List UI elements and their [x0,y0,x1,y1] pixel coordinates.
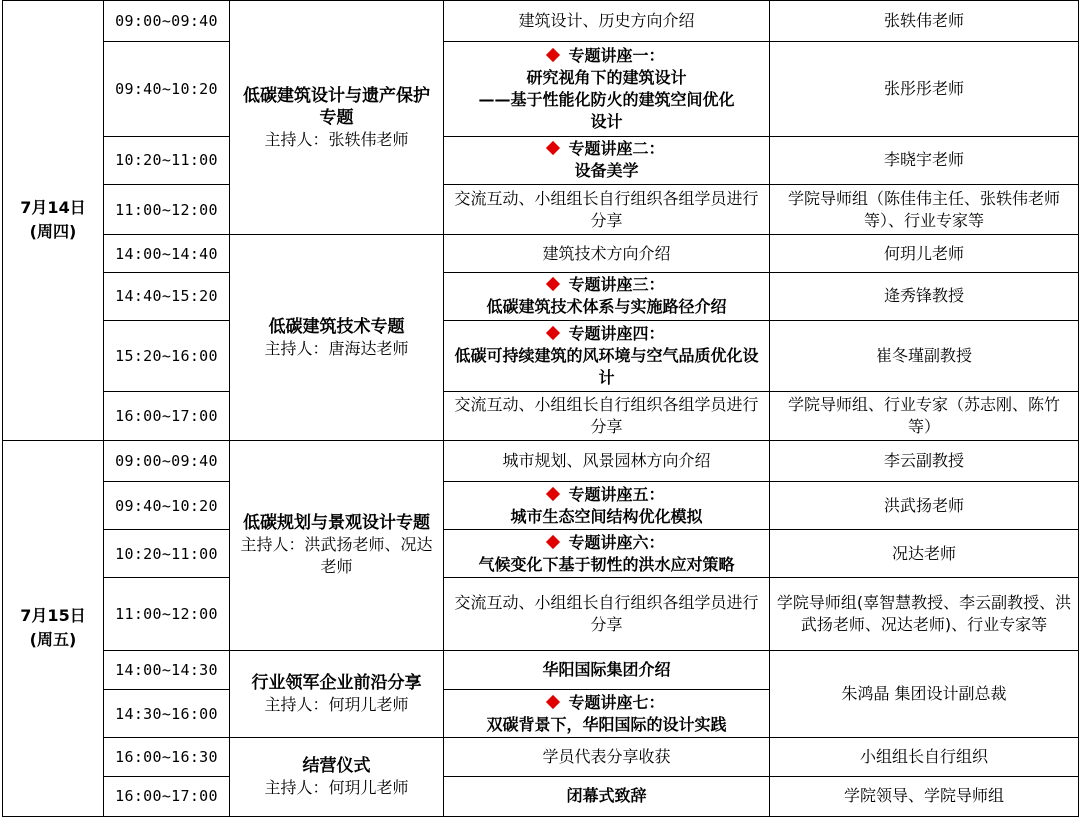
speaker-cell: 逄秀锋教授 [770,272,1079,320]
date-label: 7月15日 [20,606,86,626]
speaker-cell: 学院领导、学院导师组 [770,776,1079,816]
topic-host: 主持人：洪武扬老师、况达老师 [240,535,433,577]
topic-cell [230,650,444,738]
speaker-cell: 张彤彤老师 [770,42,1079,137]
table-row [3,776,1079,816]
table-row [3,530,1079,578]
diamond-marker-icon [546,141,560,155]
lecture-title: 城市生态空间结构优化模拟 [510,506,703,526]
time-cell: 15:20~16:00 [104,320,230,391]
lecture-number: 专题讲座七： [568,692,665,712]
lecture-title-line: ——基于性能化防火的建筑空间优化 [478,90,735,110]
weekday-label: (周五) [29,630,77,650]
speaker-cell: 洪武扬老师 [770,481,1079,529]
speaker-cell: 学院导师组、行业专家（苏志刚、陈竹等） [770,392,1079,440]
time-cell: 09:00~09:40 [104,440,230,481]
topic-title: 结营仪式 [302,756,371,777]
time-cell: 10:20~11:00 [104,530,230,578]
speaker-cell: 崔冬瑾副教授 [770,320,1079,391]
time-cell: 10:20~11:00 [104,136,230,184]
speaker-cell: 朱鸿晶 集团设计副总裁 [770,650,1079,738]
topic-host: 主持人：唐海达老师 [264,338,409,358]
topic-host: 主持人：张轶伟老师 [264,129,409,149]
lecture-title: 气候变化下基于韧性的洪水应对策略 [478,554,735,574]
time-cell: 14:30~16:00 [104,690,230,738]
speaker-cell: 学院导师组（陈佳伟主任、张轶伟老师等）、行业专家等 [770,185,1079,235]
lecture-title: 双碳背景下，华阳国际的设计实践 [486,714,727,734]
diamond-marker-icon [546,535,560,549]
speaker-cell: 李云副教授 [770,440,1079,481]
speaker-cell: 何玥儿老师 [770,235,1079,272]
lecture-cell [444,136,770,184]
date-cell [3,1,104,441]
diamond-marker-icon [546,486,560,500]
topic-host: 主持人：何玥儿老师 [264,695,409,715]
table-row [3,320,1079,391]
topic-title: 低碳建筑技术专题 [268,316,405,337]
lecture-title: 低碳建筑技术体系与实施路径介绍 [486,297,727,317]
speaker-cell: 小组组长自行组织 [770,738,1079,776]
time-cell: 09:40~10:20 [104,42,230,137]
table-row [3,185,1079,235]
time-cell: 14:40~15:20 [104,272,230,320]
table-row [3,1,1079,42]
lecture-number: 专题讲座四： [568,324,665,344]
table-row [3,440,1079,481]
table-row [3,650,1079,689]
table-row [3,578,1079,650]
lecture-title-line: 设计 [590,112,623,132]
speaker-cell: 李晓宇老师 [770,136,1079,184]
lecture-title: 低碳可持续建筑的风环境与空气品质优化设计 [454,346,759,388]
lecture-number: 专题讲座二： [568,139,665,159]
time-cell: 16:00~17:00 [104,392,230,440]
topic-host: 主持人：何玥儿老师 [264,778,409,798]
speaker-cell: 况达老师 [770,530,1079,578]
lecture-cell [444,530,770,578]
diamond-marker-icon [546,277,560,291]
content-cell: 建筑技术方向介绍 [444,235,770,272]
content-cell: 闭幕式致辞 [444,776,770,816]
table-row [3,481,1079,529]
lecture-number: 专题讲座三： [568,275,665,295]
schedule-table [2,0,1079,817]
lecture-cell [444,272,770,320]
content-cell: 交流互动、小组组长自行组织各组学员进行分享 [444,185,770,235]
time-cell: 14:00~14:30 [104,650,230,689]
speaker-cell: 张轶伟老师 [770,1,1079,42]
topic-title: 行业领军企业前沿分享 [251,673,422,694]
lecture-cell [444,320,770,391]
topic-cell [230,738,444,817]
content-cell: 学员代表分享收获 [444,738,770,776]
table-row [3,235,1079,272]
topic-cell [230,1,444,235]
lecture-number: 专题讲座一： [568,46,665,66]
content-cell: 交流互动、小组组长自行组织各组学员进行分享 [444,392,770,440]
table-row [3,392,1079,440]
table-row [3,738,1079,776]
topic-title: 低碳规划与景观设计专题 [243,513,430,534]
time-cell: 11:00~12:00 [104,578,230,650]
time-cell: 11:00~12:00 [104,185,230,235]
time-cell: 09:40~10:20 [104,481,230,529]
time-cell: 14:00~14:40 [104,235,230,272]
date-cell [3,440,104,816]
time-cell: 16:00~17:00 [104,776,230,816]
table-row [3,42,1079,137]
content-cell: 建筑设计、历史方向介绍 [444,1,770,42]
lecture-cell [444,690,770,738]
date-label: 7月14日 [20,198,86,218]
diamond-marker-icon [546,48,560,62]
lecture-title-line: 研究视角下的建筑设计 [526,68,687,88]
diamond-marker-icon [546,326,560,340]
content-cell: 交流互动、小组组长自行组织各组学员进行分享 [444,578,770,650]
table-row [3,136,1079,184]
content-cell: 华阳国际集团介绍 [444,650,770,689]
weekday-label: (周四) [29,222,77,242]
lecture-cell [444,42,770,137]
lecture-title: 设备美学 [574,161,639,181]
speaker-cell: 学院导师组(辜智慧教授、李云副教授、洪武扬老师、况达老师)、行业专家等 [770,578,1079,650]
diamond-marker-icon [546,695,560,709]
topic-cell [230,235,444,440]
time-cell: 09:00~09:40 [104,1,230,42]
time-cell: 16:00~16:30 [104,738,230,776]
table-row [3,272,1079,320]
lecture-cell [444,481,770,529]
topic-title: 低碳建筑设计与遗产保护专题 [243,85,430,128]
content-cell: 城市规划、风景园林方向介绍 [444,440,770,481]
topic-cell [230,440,444,650]
lecture-number: 专题讲座五： [568,484,665,504]
lecture-number: 专题讲座六： [568,532,665,552]
